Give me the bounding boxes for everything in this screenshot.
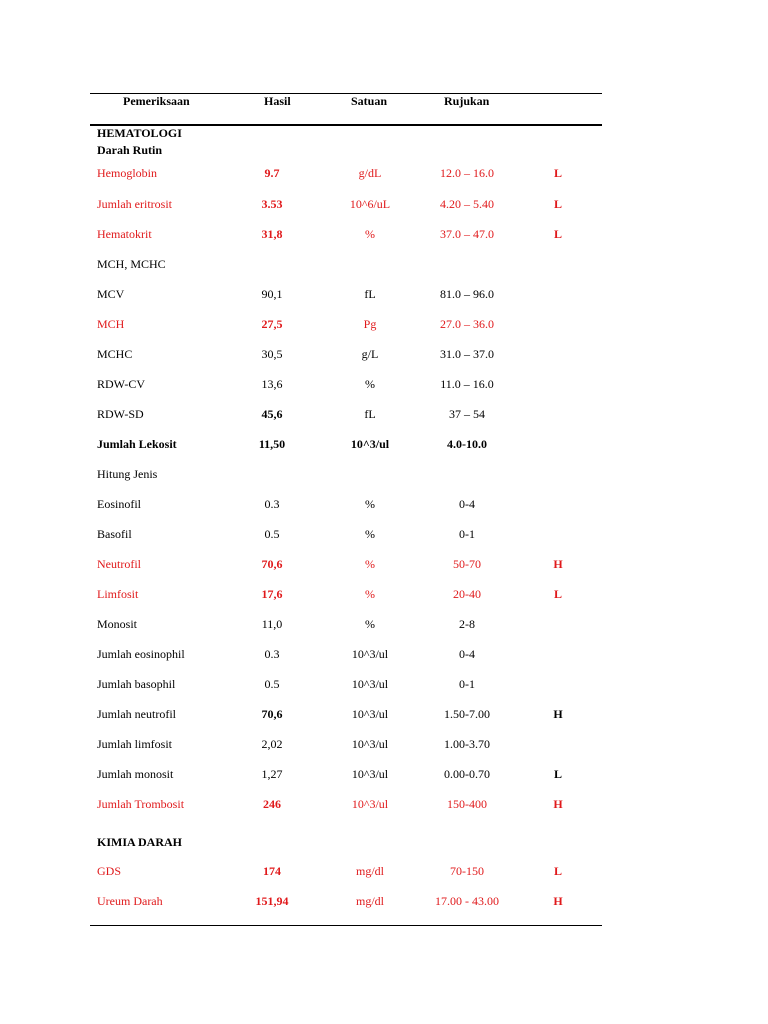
unit: %: [365, 527, 375, 541]
bottom-rule: [90, 925, 602, 926]
result-value: 11,50: [258, 437, 286, 451]
reference-range: 150-400: [447, 797, 487, 811]
reference-range: 1.50-7.00: [444, 707, 490, 721]
table-row: [0, 707, 768, 723]
test-name: GDS: [97, 864, 122, 878]
reference-range: 27.0 – 36.0: [440, 317, 494, 331]
flag: L: [553, 767, 562, 781]
test-name: Jumlah neutrofil: [97, 707, 176, 721]
unit: g/dL: [358, 166, 382, 180]
unit: 10^3/ul: [351, 707, 389, 721]
unit: 10^6/uL: [349, 197, 391, 211]
reference-range: 1.00-3.70: [444, 737, 490, 751]
test-name: MCH: [97, 317, 125, 331]
unit: 10^3/ul: [351, 677, 389, 691]
reference-range: 31.0 – 37.0: [440, 347, 494, 361]
reference-range: 17.00 - 43.00: [435, 894, 499, 908]
reference-range: 4.0-10.0: [447, 437, 487, 451]
test-name: Jumlah Trombosit: [97, 797, 185, 811]
table-row: [0, 894, 768, 910]
reference-range: 0-1: [459, 527, 475, 541]
result-value: 1,27: [261, 767, 283, 781]
table-row: [0, 166, 768, 182]
unit: g/L: [361, 347, 379, 361]
result-value: 31,8: [261, 227, 283, 241]
reference-range: 2-8: [459, 617, 475, 631]
result-value: 174: [263, 864, 281, 878]
test-name: MCHC: [97, 347, 133, 361]
table-row: [0, 617, 768, 633]
reference-range: 0-4: [459, 497, 475, 511]
table-row: [0, 647, 768, 663]
result-value: 0.5: [264, 527, 280, 541]
test-name: RDW-SD: [97, 407, 144, 421]
reference-range: 37 – 54: [449, 407, 485, 421]
flag: H: [553, 557, 563, 571]
table-row: [0, 437, 768, 453]
table-row: [0, 227, 768, 243]
table-row: [0, 407, 768, 423]
result-value: 70,6: [261, 557, 283, 571]
result-value: 0.3: [264, 497, 280, 511]
reference-range: 12.0 – 16.0: [440, 166, 494, 180]
test-name: Ureum Darah: [97, 894, 163, 908]
test-name: Jumlah monosit: [97, 767, 174, 781]
result-value: 70,6: [261, 707, 283, 721]
table-row: [0, 767, 768, 783]
unit: %: [365, 557, 375, 571]
result-value: 11,0: [261, 617, 283, 631]
result-value: 13,6: [261, 377, 283, 391]
table-row: [0, 257, 768, 273]
test-name: Limfosit: [97, 587, 139, 601]
table-row: [0, 587, 768, 603]
unit: %: [365, 377, 375, 391]
table-row: [0, 497, 768, 513]
result-value: 246: [263, 797, 281, 811]
unit: mg/dl: [355, 894, 384, 908]
flag: L: [553, 227, 562, 241]
result-value: 45,6: [261, 407, 283, 421]
unit: fL: [364, 407, 376, 421]
flag: L: [553, 166, 562, 180]
table-row: [0, 527, 768, 543]
test-name: Neutrofil: [97, 557, 141, 571]
flag: L: [553, 864, 562, 878]
result-value: 27,5: [261, 317, 283, 331]
reference-range: 70-150: [450, 864, 484, 878]
table-row: [0, 864, 768, 880]
flag: L: [553, 197, 562, 211]
result-value: 3.53: [261, 197, 283, 211]
reference-range: 37.0 – 47.0: [440, 227, 494, 241]
result-value: 0.3: [264, 647, 280, 661]
reference-range: 50-70: [453, 557, 481, 571]
test-name: Hematokrit: [97, 227, 152, 241]
result-value: 0.5: [264, 677, 280, 691]
table-row: [0, 737, 768, 753]
unit: %: [365, 617, 375, 631]
flag: H: [553, 797, 563, 811]
unit: fL: [364, 287, 376, 301]
test-name: Jumlah Lekosit: [97, 437, 177, 451]
result-value: 17,6: [261, 587, 283, 601]
reference-range: 81.0 – 96.0: [440, 287, 494, 301]
table-row: [0, 677, 768, 693]
unit: 10^3/ul: [350, 437, 390, 451]
unit: %: [365, 587, 375, 601]
section-darah-rutin: Darah Rutin: [97, 143, 163, 157]
header-unit: Satuan: [351, 94, 388, 108]
unit: 10^3/ul: [351, 737, 389, 751]
test-name: Eosinofil: [97, 497, 141, 511]
test-name: Jumlah basophil: [97, 677, 176, 691]
header-reference: Rujukan: [444, 94, 490, 108]
header-test: Pemeriksaan: [123, 94, 190, 108]
result-value: 151,94: [255, 894, 289, 908]
test-name: Basofil: [97, 527, 132, 541]
table-row: [0, 317, 768, 333]
flag: H: [553, 894, 563, 908]
section-hematologi: HEMATOLOGI: [97, 126, 182, 140]
table-row: [0, 347, 768, 363]
unit: %: [365, 497, 375, 511]
test-name: Jumlah eosinophil: [97, 647, 185, 661]
table-row: [0, 467, 768, 483]
flag: L: [553, 587, 562, 601]
unit: 10^3/ul: [351, 797, 389, 811]
test-name: MCH, MCHC: [97, 257, 166, 271]
table-row: [0, 287, 768, 303]
unit: %: [365, 227, 375, 241]
flag: H: [553, 707, 563, 721]
test-name: Jumlah limfosit: [97, 737, 172, 751]
test-name: Monosit: [97, 617, 138, 631]
section-kimia-darah: KIMIA DARAH: [97, 835, 183, 849]
reference-range: 20-40: [453, 587, 481, 601]
unit: mg/dl: [355, 864, 384, 878]
table-row: [0, 557, 768, 573]
unit: 10^3/ul: [351, 767, 389, 781]
test-name: Hitung Jenis: [97, 467, 158, 481]
test-name: Jumlah eritrosit: [97, 197, 172, 211]
reference-range: 0-1: [459, 677, 475, 691]
test-name: RDW-CV: [97, 377, 145, 391]
reference-range: 0-4: [459, 647, 475, 661]
result-value: 90,1: [261, 287, 283, 301]
result-value: 2,02: [261, 737, 283, 751]
unit: Pg: [363, 317, 377, 331]
test-name: Hemoglobin: [97, 166, 157, 180]
table-row: [0, 197, 768, 213]
result-value: 30,5: [261, 347, 283, 361]
reference-range: 0.00-0.70: [444, 767, 490, 781]
result-value: 9.7: [264, 166, 280, 180]
test-name: MCV: [97, 287, 125, 301]
reference-range: 4.20 – 5.40: [440, 197, 494, 211]
header-result: Hasil: [264, 94, 291, 108]
table-row: [0, 797, 768, 813]
reference-range: 11.0 – 16.0: [440, 377, 494, 391]
table-row: [0, 377, 768, 393]
unit: 10^3/ul: [351, 647, 389, 661]
